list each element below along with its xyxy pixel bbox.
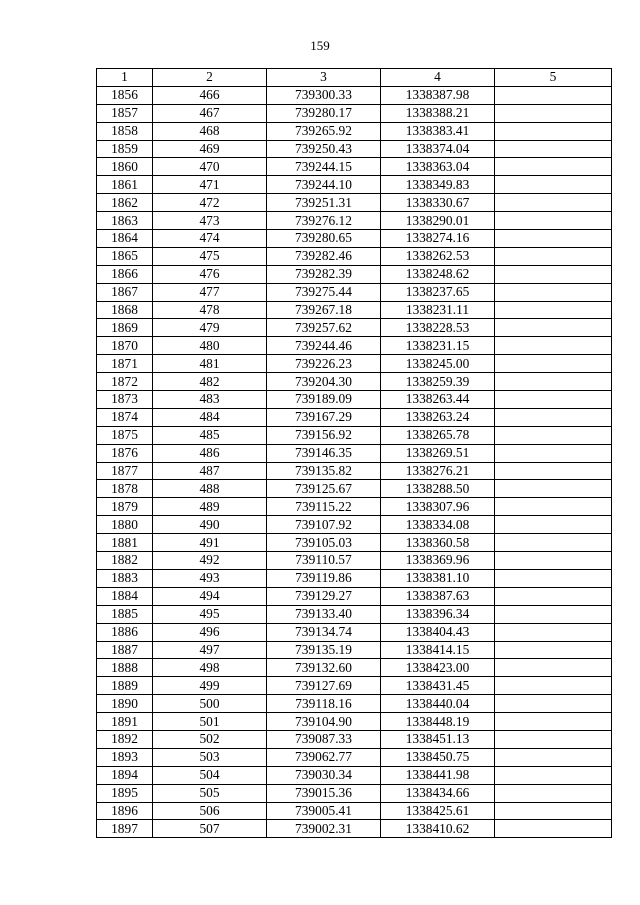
table-cell: 1891 xyxy=(97,713,153,731)
table-row xyxy=(97,748,612,766)
table-cell: 739257.62 xyxy=(267,319,381,337)
table-cell: 1887 xyxy=(97,641,153,659)
table-cell: 1879 xyxy=(97,498,153,516)
table-cell: 467 xyxy=(153,104,267,122)
table-cell: 739135.82 xyxy=(267,462,381,480)
table-cell: 1338262.53 xyxy=(381,247,495,265)
table-cell: 1338274.16 xyxy=(381,230,495,248)
table-cell: 505 xyxy=(153,784,267,802)
table-row xyxy=(97,444,612,462)
table-row xyxy=(97,158,612,176)
table-cell: 1885 xyxy=(97,605,153,623)
table-cell: 1338431.45 xyxy=(381,677,495,695)
table-cell: 1870 xyxy=(97,337,153,355)
table-cell: 1869 xyxy=(97,319,153,337)
table-row xyxy=(97,784,612,802)
table-cell: 1338228.53 xyxy=(381,319,495,337)
table-cell: 483 xyxy=(153,391,267,409)
table-cell xyxy=(495,355,612,373)
table-cell: 739282.39 xyxy=(267,265,381,283)
table-row xyxy=(97,820,612,838)
table-cell: 1874 xyxy=(97,408,153,426)
table-cell: 739156.92 xyxy=(267,426,381,444)
table-cell: 504 xyxy=(153,766,267,784)
table-cell: 739062.77 xyxy=(267,748,381,766)
table-cell: 739275.44 xyxy=(267,283,381,301)
table-row xyxy=(97,212,612,230)
table-cell: 487 xyxy=(153,462,267,480)
table-cell xyxy=(495,140,612,158)
table-cell: 1897 xyxy=(97,820,153,838)
table-cell: 1338396.34 xyxy=(381,605,495,623)
table-cell xyxy=(495,784,612,802)
table-cell: 494 xyxy=(153,587,267,605)
table-cell: 739276.12 xyxy=(267,212,381,230)
table-cell: 739002.31 xyxy=(267,820,381,838)
table-row xyxy=(97,695,612,713)
table-cell: 486 xyxy=(153,444,267,462)
table-row xyxy=(97,534,612,552)
table-cell: 1868 xyxy=(97,301,153,319)
table-cell xyxy=(495,534,612,552)
table-cell xyxy=(495,426,612,444)
table-cell: 1338360.58 xyxy=(381,534,495,552)
table-cell xyxy=(495,623,612,641)
table-cell: 1877 xyxy=(97,462,153,480)
table-cell: 471 xyxy=(153,176,267,194)
table-cell xyxy=(495,122,612,140)
table-row xyxy=(97,802,612,820)
table-cell xyxy=(495,194,612,212)
table-cell: 1338349.83 xyxy=(381,176,495,194)
table-cell xyxy=(495,337,612,355)
table-cell: 1867 xyxy=(97,283,153,301)
table-row xyxy=(97,104,612,122)
table-cell: 1338423.00 xyxy=(381,659,495,677)
table-cell: 1895 xyxy=(97,784,153,802)
table-cell: 739250.43 xyxy=(267,140,381,158)
table-cell: 481 xyxy=(153,355,267,373)
table-cell: 476 xyxy=(153,265,267,283)
table-cell: 739127.69 xyxy=(267,677,381,695)
table-cell: 492 xyxy=(153,552,267,570)
table-cell: 470 xyxy=(153,158,267,176)
column-header: 1 xyxy=(97,69,153,87)
table-cell: 1875 xyxy=(97,426,153,444)
table-cell xyxy=(495,319,612,337)
table-cell: 485 xyxy=(153,426,267,444)
table-cell: 1889 xyxy=(97,677,153,695)
table-cell: 495 xyxy=(153,605,267,623)
table-row xyxy=(97,605,612,623)
table-cell: 501 xyxy=(153,713,267,731)
table-row xyxy=(97,730,612,748)
table-cell xyxy=(495,677,612,695)
table-cell: 1338290.01 xyxy=(381,212,495,230)
table-cell: 739167.29 xyxy=(267,408,381,426)
table-cell: 1858 xyxy=(97,122,153,140)
table-cell: 739204.30 xyxy=(267,373,381,391)
table-cell: 739244.46 xyxy=(267,337,381,355)
table-cell: 1338245.00 xyxy=(381,355,495,373)
table-cell: 1338404.43 xyxy=(381,623,495,641)
table-cell: 1338451.13 xyxy=(381,730,495,748)
table-cell: 484 xyxy=(153,408,267,426)
table-cell: 1338387.98 xyxy=(381,86,495,104)
table-cell: 1338441.98 xyxy=(381,766,495,784)
table-cell: 1338237.65 xyxy=(381,283,495,301)
table-cell xyxy=(495,480,612,498)
table-cell: 482 xyxy=(153,373,267,391)
table-cell: 739132.60 xyxy=(267,659,381,677)
table-cell: 1862 xyxy=(97,194,153,212)
table-cell: 472 xyxy=(153,194,267,212)
table-row xyxy=(97,552,612,570)
table-cell: 507 xyxy=(153,820,267,838)
table-cell: 466 xyxy=(153,86,267,104)
table-cell: 1338265.78 xyxy=(381,426,495,444)
table-row xyxy=(97,391,612,409)
table-cell: 739087.33 xyxy=(267,730,381,748)
table-cell: 1890 xyxy=(97,695,153,713)
table-cell xyxy=(495,247,612,265)
table-cell: 1338248.62 xyxy=(381,265,495,283)
table-row xyxy=(97,677,612,695)
table-cell: 1338276.21 xyxy=(381,462,495,480)
table-cell: 1338381.10 xyxy=(381,569,495,587)
table-cell: 1882 xyxy=(97,552,153,570)
table-cell xyxy=(495,552,612,570)
table-cell: 1896 xyxy=(97,802,153,820)
table-cell: 739015.36 xyxy=(267,784,381,802)
table-row xyxy=(97,766,612,784)
table-row xyxy=(97,319,612,337)
table-row xyxy=(97,408,612,426)
table-row xyxy=(97,122,612,140)
table-cell: 499 xyxy=(153,677,267,695)
table-row xyxy=(97,140,612,158)
table-cell: 1338387.63 xyxy=(381,587,495,605)
table-cell xyxy=(495,301,612,319)
table-cell: 739244.15 xyxy=(267,158,381,176)
table-cell xyxy=(495,373,612,391)
table-cell: 1859 xyxy=(97,140,153,158)
table-cell: 1338388.21 xyxy=(381,104,495,122)
table-cell: 1338369.96 xyxy=(381,552,495,570)
table-cell: 1338263.24 xyxy=(381,408,495,426)
table-row xyxy=(97,462,612,480)
table-row xyxy=(97,337,612,355)
table-row xyxy=(97,247,612,265)
table-cell: 739104.90 xyxy=(267,713,381,731)
table-cell: 493 xyxy=(153,569,267,587)
table-cell: 474 xyxy=(153,230,267,248)
table-cell: 1338269.51 xyxy=(381,444,495,462)
table-body xyxy=(97,86,612,837)
table-cell xyxy=(495,212,612,230)
table-cell: 1888 xyxy=(97,659,153,677)
table-cell xyxy=(495,444,612,462)
table-cell: 491 xyxy=(153,534,267,552)
table-cell: 1338440.04 xyxy=(381,695,495,713)
table-cell xyxy=(495,569,612,587)
table-cell: 1872 xyxy=(97,373,153,391)
table-cell: 1893 xyxy=(97,748,153,766)
table-cell: 1338410.62 xyxy=(381,820,495,838)
table-cell xyxy=(495,391,612,409)
table-cell xyxy=(495,766,612,784)
table-cell: 739300.33 xyxy=(267,86,381,104)
table-row xyxy=(97,301,612,319)
table-cell xyxy=(495,104,612,122)
table-cell: 739030.34 xyxy=(267,766,381,784)
table-cell xyxy=(495,498,612,516)
table-cell: 739282.46 xyxy=(267,247,381,265)
table-cell: 1338450.75 xyxy=(381,748,495,766)
table-cell: 739119.86 xyxy=(267,569,381,587)
table-cell: 739125.67 xyxy=(267,480,381,498)
header-row xyxy=(97,69,612,87)
table-cell: 1884 xyxy=(97,587,153,605)
table-cell xyxy=(495,283,612,301)
table-cell: 475 xyxy=(153,247,267,265)
table-cell: 1338259.39 xyxy=(381,373,495,391)
table-cell: 1338334.08 xyxy=(381,516,495,534)
table-cell: 506 xyxy=(153,802,267,820)
table-row xyxy=(97,713,612,731)
column-header: 5 xyxy=(495,69,612,87)
table-cell: 1338383.41 xyxy=(381,122,495,140)
table-cell: 1338263.44 xyxy=(381,391,495,409)
table-cell: 502 xyxy=(153,730,267,748)
table-cell: 1865 xyxy=(97,247,153,265)
table-cell xyxy=(495,748,612,766)
table-row xyxy=(97,623,612,641)
table-row xyxy=(97,480,612,498)
table-cell: 488 xyxy=(153,480,267,498)
table-cell: 496 xyxy=(153,623,267,641)
table-row xyxy=(97,641,612,659)
table-cell: 480 xyxy=(153,337,267,355)
table-cell xyxy=(495,802,612,820)
table-cell: 473 xyxy=(153,212,267,230)
table-row xyxy=(97,426,612,444)
table-cell: 1863 xyxy=(97,212,153,230)
table-cell: 1861 xyxy=(97,176,153,194)
table-cell: 1338231.15 xyxy=(381,337,495,355)
table-cell: 1338288.50 xyxy=(381,480,495,498)
table-cell: 739251.31 xyxy=(267,194,381,212)
table-row xyxy=(97,373,612,391)
table-cell: 1892 xyxy=(97,730,153,748)
table-cell xyxy=(495,230,612,248)
table-cell: 739005.41 xyxy=(267,802,381,820)
table-cell: 490 xyxy=(153,516,267,534)
coordinates-table xyxy=(96,68,612,838)
table-cell: 478 xyxy=(153,301,267,319)
table-cell: 739265.92 xyxy=(267,122,381,140)
table-cell: 739134.74 xyxy=(267,623,381,641)
table-row xyxy=(97,659,612,677)
table-cell: 739129.27 xyxy=(267,587,381,605)
table-cell: 498 xyxy=(153,659,267,677)
table-cell: 1886 xyxy=(97,623,153,641)
table-cell: 1338374.04 xyxy=(381,140,495,158)
table-cell: 1871 xyxy=(97,355,153,373)
table-cell: 1856 xyxy=(97,86,153,104)
table-cell xyxy=(495,605,612,623)
table-cell: 1880 xyxy=(97,516,153,534)
table-cell xyxy=(495,176,612,194)
table-cell: 739105.03 xyxy=(267,534,381,552)
table-cell xyxy=(495,695,612,713)
table-cell: 500 xyxy=(153,695,267,713)
table-cell: 739135.19 xyxy=(267,641,381,659)
table-cell: 1338231.11 xyxy=(381,301,495,319)
table-cell: 739107.92 xyxy=(267,516,381,534)
table-cell: 739133.40 xyxy=(267,605,381,623)
table-cell: 477 xyxy=(153,283,267,301)
table-cell xyxy=(495,659,612,677)
table-cell: 739146.35 xyxy=(267,444,381,462)
table-cell xyxy=(495,462,612,480)
column-header: 2 xyxy=(153,69,267,87)
table-cell: 1864 xyxy=(97,230,153,248)
table-cell xyxy=(495,641,612,659)
table-cell: 1857 xyxy=(97,104,153,122)
table-cell xyxy=(495,265,612,283)
table-cell: 739226.23 xyxy=(267,355,381,373)
table-row xyxy=(97,498,612,516)
table-cell: 479 xyxy=(153,319,267,337)
table-cell xyxy=(495,587,612,605)
table-cell: 739189.09 xyxy=(267,391,381,409)
table-cell: 1338414.15 xyxy=(381,641,495,659)
table-cell: 1866 xyxy=(97,265,153,283)
table-cell: 739115.22 xyxy=(267,498,381,516)
table-cell: 739280.17 xyxy=(267,104,381,122)
table-cell: 739118.16 xyxy=(267,695,381,713)
table-cell: 1338434.66 xyxy=(381,784,495,802)
table-cell: 1876 xyxy=(97,444,153,462)
table-row xyxy=(97,516,612,534)
table-cell: 497 xyxy=(153,641,267,659)
table-cell: 469 xyxy=(153,140,267,158)
table-cell: 1338363.04 xyxy=(381,158,495,176)
table-row xyxy=(97,587,612,605)
table-row xyxy=(97,283,612,301)
table-cell: 468 xyxy=(153,122,267,140)
table-row xyxy=(97,569,612,587)
table-cell: 739280.65 xyxy=(267,230,381,248)
table-cell: 489 xyxy=(153,498,267,516)
table-cell: 1338330.67 xyxy=(381,194,495,212)
table-cell: 1873 xyxy=(97,391,153,409)
table-cell xyxy=(495,713,612,731)
table-row xyxy=(97,265,612,283)
table-cell: 739267.18 xyxy=(267,301,381,319)
page-number: 159 xyxy=(310,38,330,53)
column-header: 3 xyxy=(267,69,381,87)
table-row xyxy=(97,230,612,248)
table-row xyxy=(97,86,612,104)
table-cell: 739244.10 xyxy=(267,176,381,194)
table-cell xyxy=(495,86,612,104)
table-row xyxy=(97,176,612,194)
table-cell: 1878 xyxy=(97,480,153,498)
table-cell: 1883 xyxy=(97,569,153,587)
table-cell xyxy=(495,516,612,534)
table-cell: 739110.57 xyxy=(267,552,381,570)
table-cell xyxy=(495,730,612,748)
table-cell xyxy=(495,158,612,176)
table-cell xyxy=(495,408,612,426)
table-cell: 1881 xyxy=(97,534,153,552)
table-row xyxy=(97,194,612,212)
table-cell: 1338425.61 xyxy=(381,802,495,820)
column-header: 4 xyxy=(381,69,495,87)
table-cell: 503 xyxy=(153,748,267,766)
table-cell: 1338448.19 xyxy=(381,713,495,731)
table-cell: 1860 xyxy=(97,158,153,176)
table-cell: 1338307.96 xyxy=(381,498,495,516)
table-cell xyxy=(495,820,612,838)
table-row xyxy=(97,355,612,373)
table-cell: 1894 xyxy=(97,766,153,784)
